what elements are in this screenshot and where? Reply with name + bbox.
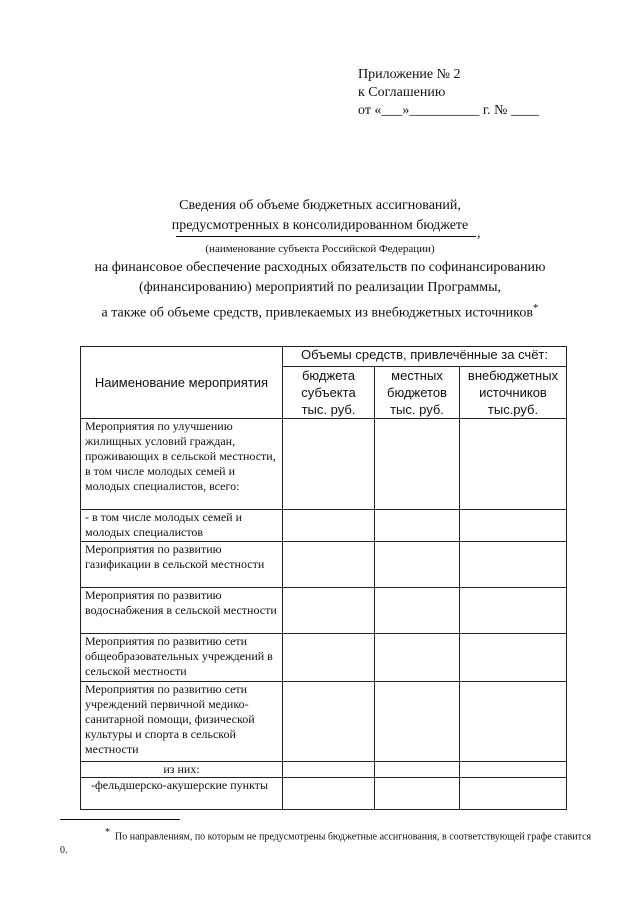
document-subtitle — [0, 258, 640, 324]
funding-table — [80, 346, 567, 810]
value-cell — [375, 419, 460, 510]
value-cell — [375, 588, 460, 634]
value-cell — [375, 542, 460, 588]
header-activity-name: Наименование мероприятия — [81, 347, 283, 419]
table-row — [81, 542, 567, 588]
appendix-date-number: от «___»__________ г. № ____ — [358, 103, 539, 118]
title-line-4: (финансированию) мероприятий по реализации Программы, — [138, 280, 502, 295]
title-footnote-mark: * — [532, 302, 539, 314]
row-label: из них: — [81, 762, 283, 778]
header-subject-budget — [283, 367, 375, 419]
row-label: Мероприятия по развитию газификации в сельской местности — [81, 542, 283, 588]
row-label: Мероприятия по улучшению жилищных условий граждан, проживающих в сельской местности, в том числе молодых семей и молодых специалистов, всего: — [81, 419, 283, 510]
value-cell — [375, 778, 460, 810]
footnote-divider — [60, 819, 180, 820]
header-funding-sources: Объемы средств, привлечённые за счёт: — [283, 347, 567, 367]
value-cell — [460, 588, 567, 634]
table-row — [81, 778, 567, 810]
value-cell — [283, 762, 375, 778]
header-local-budgets — [375, 367, 460, 419]
value-cell — [283, 588, 375, 634]
appendix-number: Приложение № 2 — [358, 67, 461, 82]
value-cell — [460, 682, 567, 762]
header-local-budgets-l1: местных — [391, 368, 443, 383]
header-extrabudgetary-l3: тыс.руб. — [487, 402, 539, 417]
footnote-mark: * — [105, 827, 110, 838]
blank-line-comma: , — [477, 226, 481, 241]
table-row — [81, 682, 567, 762]
value-cell — [460, 419, 567, 510]
value-cell — [460, 778, 567, 810]
table-row — [81, 419, 567, 510]
value-cell — [460, 634, 567, 682]
footnote-text: По направлениям, по которым не предусмотрены бюджетные ассигнования, в соответствующей графе ставится 0. — [60, 831, 592, 857]
value-cell — [283, 682, 375, 762]
value-cell — [375, 762, 460, 778]
table-row — [81, 588, 567, 634]
title-line-3: на финансовое обеспечение расходных обязательств по софинансированию — [94, 260, 546, 275]
appendix-agreement: к Соглашению — [358, 85, 446, 100]
header-extrabudgetary-l2: источников — [479, 385, 547, 400]
header-extrabudgetary-l1: внебюджетных — [467, 368, 559, 383]
header-local-budgets-l2: бюджетов — [387, 385, 447, 400]
value-cell — [283, 542, 375, 588]
subject-blank-line — [176, 236, 476, 237]
header-local-budgets-l3: тыс. руб. — [390, 402, 444, 417]
header-subject-budget-l2: субъекта — [301, 385, 356, 400]
header-extrabudgetary — [460, 367, 567, 419]
value-cell — [460, 510, 567, 542]
table-row — [81, 510, 567, 542]
value-cell — [460, 542, 567, 588]
header-subject-budget-l3: тыс. руб. — [301, 402, 356, 417]
title-line-2: предусмотренных в консолидированном бюджете — [171, 218, 469, 233]
footnote — [60, 826, 600, 858]
row-label: Мероприятия по развитию сети общеобразовательных учреждений в сельской местности — [81, 634, 283, 682]
value-cell — [375, 682, 460, 762]
value-cell — [283, 510, 375, 542]
title-line-5-text: а также об объеме средств, привлекаемых из внебюджетных источников — [101, 305, 533, 321]
value-cell — [460, 762, 567, 778]
title-line-1: Сведения об объеме бюджетных ассигнований, — [179, 198, 461, 213]
row-label: Мероприятия по развитию водоснабжения в сельской местности — [81, 588, 283, 634]
value-cell — [283, 634, 375, 682]
value-cell — [375, 634, 460, 682]
header-subject-budget-l1: бюджета — [301, 368, 356, 383]
value-cell — [375, 510, 460, 542]
table-row — [81, 762, 567, 778]
appendix-block — [358, 66, 539, 120]
value-cell — [283, 778, 375, 810]
subject-caption: (наименование субъекта Российской Федерации) — [205, 243, 435, 255]
title-line-5 — [0, 298, 640, 324]
row-label: Мероприятия по развитию сети учреждений первичной медико-санитарной помощи, физической культуры и спорта в сельской местности — [81, 682, 283, 762]
value-cell — [283, 419, 375, 510]
row-label: -фельдшерско-акушерские пункты — [81, 778, 283, 810]
table-row — [81, 634, 567, 682]
row-label: - в том числе молодых семей и молодых специалистов — [81, 510, 283, 542]
document-title — [0, 196, 640, 236]
